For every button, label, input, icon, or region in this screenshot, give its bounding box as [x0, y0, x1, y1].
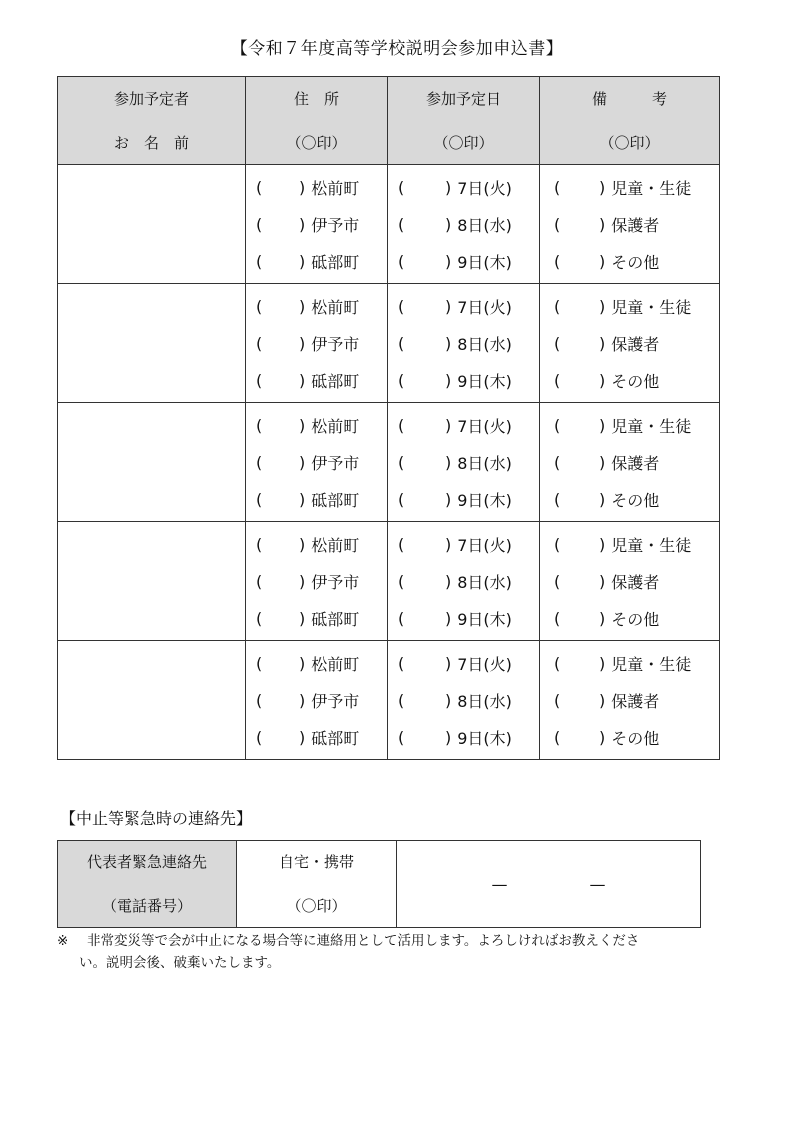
date-options-cell	[388, 165, 540, 284]
option-paren-close: )	[445, 489, 452, 509]
option-paren-close: )	[299, 333, 306, 353]
option-paren-open: (	[398, 690, 405, 710]
option-paren-close: )	[599, 489, 606, 509]
option-paren-open: (	[256, 296, 263, 316]
table-row	[58, 284, 720, 403]
option-paren-close: )	[445, 296, 452, 316]
option-paren-close: )	[299, 489, 306, 509]
date-options-cell	[388, 284, 540, 403]
option-paren-close: )	[299, 214, 306, 234]
date-option-label: 9日(木)	[457, 490, 512, 510]
note-option[interactable]	[540, 526, 719, 563]
address-option-label: 砥部町	[311, 609, 360, 629]
phone-dash-1: —	[491, 874, 508, 894]
option-paren-open: (	[256, 333, 263, 353]
date-option[interactable]	[388, 526, 539, 563]
address-options-cell	[246, 165, 388, 284]
date-option[interactable]	[388, 444, 539, 481]
date-option-label: 7日(火)	[457, 654, 512, 674]
note-option-label: 児童・生徒	[611, 416, 692, 436]
option-paren-open: (	[398, 571, 405, 591]
address-option[interactable]	[246, 682, 387, 719]
option-paren-open: (	[554, 296, 561, 316]
option-paren-open: (	[398, 415, 405, 435]
address-option-label: 伊予市	[311, 334, 360, 354]
address-option-label: 伊予市	[311, 691, 360, 711]
option-paren-open: (	[256, 452, 263, 472]
date-options-cell	[388, 403, 540, 522]
contact-label-line2: （電話番号）	[101, 897, 192, 915]
option-paren-close: )	[599, 251, 606, 271]
date-option-label: 7日(火)	[457, 297, 512, 317]
address-option[interactable]	[246, 719, 387, 756]
note-option-label: その他	[611, 728, 660, 748]
note-option[interactable]	[540, 600, 719, 637]
option-paren-close: )	[445, 534, 452, 554]
date-option[interactable]	[388, 481, 539, 518]
contact-type-line1: 自宅・携帯	[278, 853, 354, 871]
date-option-label: 7日(火)	[457, 535, 512, 555]
date-option[interactable]	[388, 243, 539, 280]
address-option[interactable]	[246, 288, 387, 325]
note-option[interactable]	[540, 481, 719, 518]
option-paren-close: )	[445, 251, 452, 271]
note-option[interactable]	[540, 325, 719, 362]
option-paren-open: (	[554, 727, 561, 747]
address-option[interactable]	[246, 325, 387, 362]
option-paren-open: (	[256, 251, 263, 271]
option-paren-open: (	[256, 571, 263, 591]
date-option[interactable]	[388, 563, 539, 600]
address-option[interactable]	[246, 481, 387, 518]
option-paren-close: )	[299, 296, 306, 316]
option-paren-close: )	[599, 333, 606, 353]
header-name	[58, 77, 246, 165]
address-option[interactable]	[246, 645, 387, 682]
note-option-label: その他	[611, 371, 660, 391]
note-options-cell	[540, 403, 720, 522]
contact-table	[57, 840, 701, 928]
address-option[interactable]	[246, 362, 387, 399]
note-option[interactable]	[540, 206, 719, 243]
note-option-label: 保護者	[611, 215, 660, 235]
date-option-label: 9日(木)	[457, 252, 512, 272]
option-paren-close: )	[299, 534, 306, 554]
date-option-label: 7日(火)	[457, 416, 512, 436]
address-option-label: 砥部町	[311, 490, 360, 510]
footnote-line2: い。説明会後、破棄いたします。	[79, 955, 281, 971]
option-paren-open: (	[398, 296, 405, 316]
address-options-cell	[246, 284, 388, 403]
date-option[interactable]	[388, 682, 539, 719]
option-paren-close: )	[299, 415, 306, 435]
header-note-line2: （〇印）	[599, 133, 660, 152]
option-paren-open: (	[554, 251, 561, 271]
header-note	[540, 77, 720, 165]
date-option-label: 8日(水)	[457, 215, 512, 235]
note-option-label: 児童・生徒	[611, 297, 692, 317]
option-paren-close: )	[299, 571, 306, 591]
header-name-line2: お 名 前	[113, 133, 189, 152]
option-paren-close: )	[445, 727, 452, 747]
option-paren-close: )	[299, 690, 306, 710]
footnote	[57, 930, 697, 974]
date-option-label: 8日(水)	[457, 691, 512, 711]
option-paren-open: (	[554, 653, 561, 673]
option-paren-close: )	[599, 214, 606, 234]
note-option-label: 児童・生徒	[611, 535, 692, 555]
option-paren-open: (	[256, 653, 263, 673]
participant-name-field[interactable]	[58, 403, 246, 522]
option-paren-open: (	[256, 690, 263, 710]
option-paren-open: (	[554, 690, 561, 710]
option-paren-close: )	[599, 296, 606, 316]
option-paren-close: )	[445, 452, 452, 472]
option-paren-close: )	[299, 727, 306, 747]
option-paren-open: (	[554, 534, 561, 554]
option-paren-close: )	[599, 608, 606, 628]
option-paren-close: )	[599, 653, 606, 673]
address-option[interactable]	[246, 243, 387, 280]
contact-label-line1: 代表者緊急連絡先	[86, 853, 207, 871]
option-paren-close: )	[599, 452, 606, 472]
note-option[interactable]	[540, 563, 719, 600]
date-option-label: 8日(水)	[457, 572, 512, 592]
header-note-line1: 備 考	[591, 89, 667, 108]
date-option[interactable]	[388, 600, 539, 637]
option-paren-open: (	[554, 415, 561, 435]
option-paren-open: (	[554, 489, 561, 509]
form-title: 【令和７年度高等学校説明会参加申込書】	[230, 39, 564, 59]
option-paren-open: (	[554, 214, 561, 234]
footnote-line1: 非常変災等で会が中止になる場合等に連絡用として活用します。よろしければお教えくださ	[87, 933, 640, 949]
note-option-label: 児童・生徒	[611, 178, 692, 198]
address-option[interactable]	[246, 526, 387, 563]
table-row	[58, 641, 720, 760]
option-paren-open: (	[256, 177, 263, 197]
option-paren-close: )	[445, 571, 452, 591]
option-paren-close: )	[445, 177, 452, 197]
contact-row	[58, 841, 701, 928]
address-option-label: 伊予市	[311, 572, 360, 592]
option-paren-close: )	[445, 608, 452, 628]
address-option-label: 松前町	[311, 535, 360, 555]
option-paren-open: (	[398, 608, 405, 628]
address-option[interactable]	[246, 563, 387, 600]
date-option[interactable]	[388, 325, 539, 362]
option-paren-open: (	[398, 727, 405, 747]
option-paren-open: (	[256, 534, 263, 554]
option-paren-close: )	[599, 727, 606, 747]
note-option[interactable]	[540, 682, 719, 719]
option-paren-close: )	[299, 251, 306, 271]
table-header-row	[58, 77, 720, 165]
note-option[interactable]	[540, 645, 719, 682]
option-paren-close: )	[445, 214, 452, 234]
date-option[interactable]	[388, 288, 539, 325]
option-paren-open: (	[256, 608, 263, 628]
date-option[interactable]	[388, 645, 539, 682]
contact-type-cell[interactable]	[237, 841, 397, 928]
phone-number-field[interactable]	[397, 841, 701, 928]
option-paren-close: )	[299, 370, 306, 390]
note-options-cell	[540, 284, 720, 403]
note-option-label: 児童・生徒	[611, 654, 692, 674]
header-address-line1: 住 所	[293, 89, 339, 108]
contact-type-line2: （〇印）	[286, 897, 347, 915]
option-paren-open: (	[256, 214, 263, 234]
date-option-label: 8日(水)	[457, 334, 512, 354]
date-option[interactable]	[388, 719, 539, 756]
note-options-cell	[540, 165, 720, 284]
note-option[interactable]	[540, 288, 719, 325]
header-address-line2: （〇印）	[286, 133, 347, 152]
note-option-label: その他	[611, 609, 660, 629]
note-option-label: 保護者	[611, 572, 660, 592]
note-option-label: 保護者	[611, 334, 660, 354]
option-paren-open: (	[554, 608, 561, 628]
date-option[interactable]	[388, 362, 539, 399]
option-paren-open: (	[398, 653, 405, 673]
note-option-label: その他	[611, 252, 660, 272]
note-options-cell	[540, 641, 720, 760]
option-paren-close: )	[299, 653, 306, 673]
option-paren-open: (	[398, 177, 405, 197]
address-option-label: 伊予市	[311, 453, 360, 473]
note-option[interactable]	[540, 169, 719, 206]
note-option-label: 保護者	[611, 453, 660, 473]
address-option-label: 砥部町	[311, 728, 360, 748]
option-paren-close: )	[299, 608, 306, 628]
address-option-label: 松前町	[311, 654, 360, 674]
date-option-label: 7日(火)	[457, 178, 512, 198]
address-option-label: 砥部町	[311, 371, 360, 391]
address-option[interactable]	[246, 600, 387, 637]
option-paren-close: )	[445, 690, 452, 710]
option-paren-open: (	[398, 370, 405, 390]
option-paren-open: (	[554, 177, 561, 197]
option-paren-close: )	[599, 370, 606, 390]
participant-name-field[interactable]	[58, 641, 246, 760]
address-option-label: 伊予市	[311, 215, 360, 235]
option-paren-open: (	[398, 214, 405, 234]
option-paren-close: )	[599, 571, 606, 591]
date-option[interactable]	[388, 407, 539, 444]
date-option-label: 9日(木)	[457, 609, 512, 629]
option-paren-close: )	[445, 415, 452, 435]
contact-label-cell	[58, 841, 237, 928]
address-options-cell	[246, 403, 388, 522]
note-option[interactable]	[540, 444, 719, 481]
address-option[interactable]	[246, 206, 387, 243]
application-table	[57, 76, 720, 760]
note-option[interactable]	[540, 362, 719, 399]
date-options-cell	[388, 522, 540, 641]
note-option[interactable]	[540, 243, 719, 280]
option-paren-open: (	[554, 370, 561, 390]
address-options-cell	[246, 641, 388, 760]
header-date-line1: 参加予定日	[425, 89, 501, 108]
address-option-label: 松前町	[311, 178, 360, 198]
option-paren-open: (	[256, 370, 263, 390]
participant-name-field[interactable]	[58, 165, 246, 284]
date-option[interactable]	[388, 206, 539, 243]
option-paren-open: (	[554, 452, 561, 472]
contact-section-title: 【中止等緊急時の連絡先】	[60, 809, 253, 828]
note-option[interactable]	[540, 719, 719, 756]
footnote-mark: ※	[57, 933, 69, 949]
table-row	[58, 165, 720, 284]
option-paren-open: (	[554, 333, 561, 353]
date-option-label: 9日(木)	[457, 728, 512, 748]
option-paren-open: (	[398, 452, 405, 472]
option-paren-close: )	[299, 177, 306, 197]
date-option[interactable]	[388, 169, 539, 206]
option-paren-close: )	[445, 653, 452, 673]
header-date	[388, 77, 540, 165]
note-option-label: その他	[611, 490, 660, 510]
participant-name-field[interactable]	[58, 522, 246, 641]
participant-name-field[interactable]	[58, 284, 246, 403]
address-option-label: 砥部町	[311, 252, 360, 272]
option-paren-close: )	[599, 534, 606, 554]
date-option-label: 9日(木)	[457, 371, 512, 391]
option-paren-close: )	[445, 333, 452, 353]
option-paren-open: (	[398, 489, 405, 509]
table-row	[58, 403, 720, 522]
date-options-cell	[388, 641, 540, 760]
address-option-label: 松前町	[311, 416, 360, 436]
note-options-cell	[540, 522, 720, 641]
note-option-label: 保護者	[611, 691, 660, 711]
address-option[interactable]	[246, 444, 387, 481]
address-option[interactable]	[246, 407, 387, 444]
header-name-line1: 参加予定者	[113, 89, 189, 108]
header-address	[246, 77, 388, 165]
option-paren-open: (	[256, 489, 263, 509]
date-option-label: 8日(水)	[457, 453, 512, 473]
table-row	[58, 522, 720, 641]
note-option[interactable]	[540, 407, 719, 444]
option-paren-open: (	[398, 251, 405, 271]
option-paren-close: )	[599, 690, 606, 710]
option-paren-close: )	[445, 370, 452, 390]
option-paren-open: (	[554, 571, 561, 591]
option-paren-open: (	[256, 415, 263, 435]
address-option-label: 松前町	[311, 297, 360, 317]
address-option[interactable]	[246, 169, 387, 206]
header-date-line2: （〇印）	[433, 133, 494, 152]
option-paren-open: (	[398, 333, 405, 353]
option-paren-close: )	[599, 177, 606, 197]
option-paren-close: )	[299, 452, 306, 472]
option-paren-close: )	[599, 415, 606, 435]
option-paren-open: (	[256, 727, 263, 747]
option-paren-open: (	[398, 534, 405, 554]
phone-dash-2: —	[589, 874, 606, 894]
address-options-cell	[246, 522, 388, 641]
